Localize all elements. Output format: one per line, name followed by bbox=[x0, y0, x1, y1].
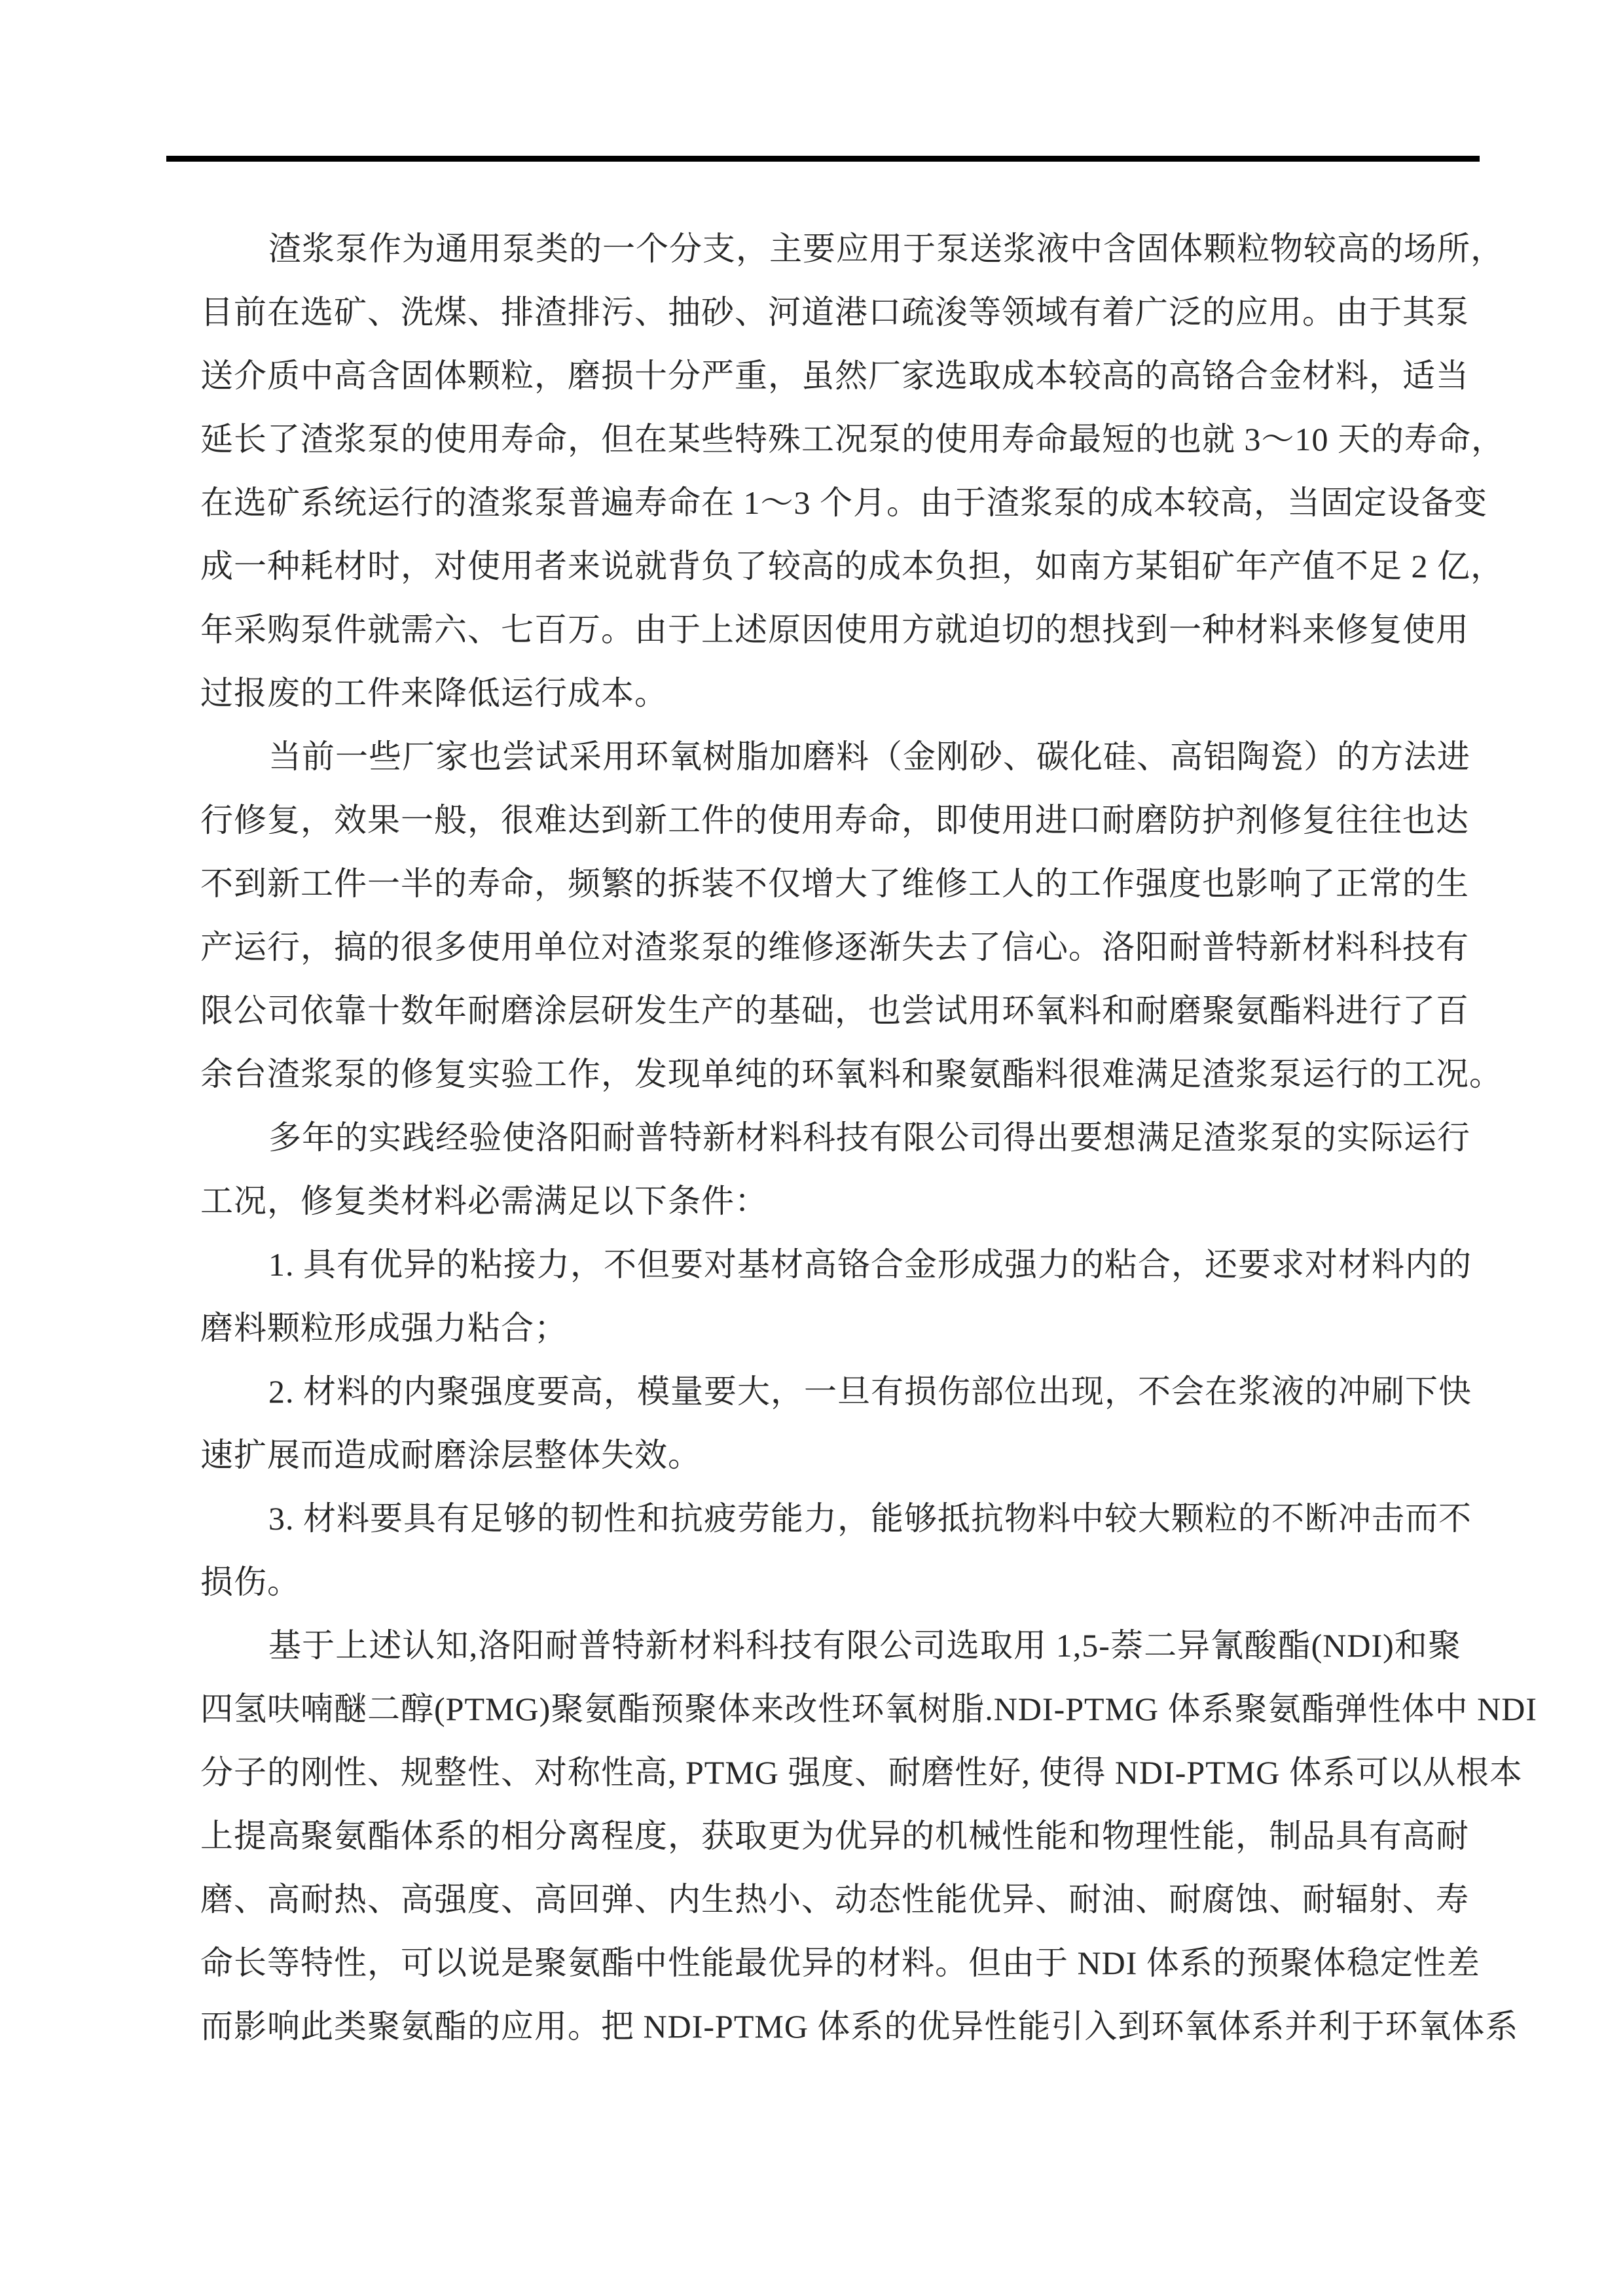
text-line: 余台渣浆泵的修复实验工作，发现单纯的环氧料和聚氨酯料很难满足渣浆泵运行的工况。 bbox=[200, 1056, 1503, 1092]
text-line: 工况，修复类材料必需满足以下条件： bbox=[200, 1183, 768, 1219]
text-line: 送介质中高含固体颗粒，磨损十分严重，虽然厂家选取成本较高的高铬合金材料，适当 bbox=[200, 357, 1469, 394]
text-line: 基于上述认知,洛阳耐普特新材料科技有限公司选取用 1,5-萘二异氰酸酯(NDI)和聚 bbox=[268, 1627, 1461, 1664]
text-line: 命长等特性，可以说是聚氨酯中性能最优异的材料。但由于 NDI 体系的预聚体稳定性差 bbox=[200, 1945, 1480, 1981]
text-line: 磨料颗粒形成强力粘合； bbox=[200, 1310, 568, 1346]
text-line: 四氢呋喃醚二醇(PTMG)聚氨酯预聚体来改性环氧树脂.NDI-PTMG 体系聚氨酯弹性体中 NDI bbox=[200, 1691, 1538, 1727]
text-line: 多年的实践经验使洛阳耐普特新材料科技有限公司得出要想满足渣浆泵的实际运行 bbox=[268, 1119, 1470, 1156]
document-body bbox=[200, 217, 1538, 2058]
text-line: 而影响此类聚氨酯的应用。把 NDI-PTMG 体系的优异性能引入到环氧体系并利于环氧体系 bbox=[200, 2008, 1519, 2045]
paragraph-2 bbox=[200, 725, 1503, 1106]
text-line: 年采购泵件就需六、七百万。由于上述原因使用方就迫切的想找到一种材料来修复使用 bbox=[200, 611, 1469, 648]
text-line: 分子的刚性、规整性、对称性高, PTMG 强度、耐磨性好, 使得 NDI-PTMG 体系可以从根本 bbox=[200, 1754, 1523, 1791]
paragraph-7 bbox=[200, 1614, 1538, 2058]
text-line: 行修复，效果一般，很难达到新工件的使用寿命，即使用进口耐磨防护剂修复往往也达 bbox=[200, 802, 1469, 838]
text-line: 限公司依靠十数年耐磨涂层研发生产的基础，也尝试用环氧料和耐磨聚氨酯料进行了百 bbox=[200, 992, 1469, 1029]
header-rule bbox=[166, 156, 1480, 162]
text-line: 2. 材料的内聚强度要高，模量要大，一旦有损伤部位出现，不会在浆液的冲刷下快 bbox=[268, 1373, 1472, 1410]
text-line: 当前一些厂家也尝试采用环氧树脂加磨料（金刚砂、碳化硅、高铝陶瓷）的方法进 bbox=[268, 738, 1470, 775]
text-line: 上提高聚氨酯体系的相分离程度，获取更为优异的机械性能和物理性能，制品具有高耐 bbox=[200, 1818, 1469, 1854]
text-line: 目前在选矿、洗煤、排渣排污、抽砂、河道港口疏浚等领域有着广泛的应用。由于其泵 bbox=[200, 294, 1469, 331]
text-line: 延长了渣浆泵的使用寿命，但在某些特殊工况泵的使用寿命最短的也就 3～10 天的寿命， bbox=[200, 421, 1504, 457]
paragraph-5 bbox=[200, 1360, 1472, 1487]
text-line: 过报废的工件来降低运行成本。 bbox=[200, 675, 668, 711]
text-line: 产运行，搞的很多使用单位对渣浆泵的维修逐渐失去了信心。洛阳耐普特新材料科技有 bbox=[200, 929, 1469, 965]
text-line: 磨、高耐热、高强度、高回弹、内生热小、动态性能优异、耐油、耐腐蚀、耐辐射、寿 bbox=[200, 1881, 1469, 1918]
paragraph-6 bbox=[200, 1487, 1472, 1614]
text-line: 3. 材料要具有足够的韧性和抗疲劳能力，能够抵抗物料中较大颗粒的不断冲击而不 bbox=[268, 1500, 1472, 1537]
text-line: 成一种耗材时，对使用者来说就背负了较高的成本负担，如南方某钼矿年产值不足 2 亿， bbox=[200, 548, 1504, 584]
paragraph-4 bbox=[200, 1233, 1472, 1360]
text-line: 1. 具有优异的粘接力，不但要对基材高铬合金形成强力的粘合，还要求对材料内的 bbox=[268, 1246, 1472, 1283]
text-line: 在选矿系统运行的渣浆泵普遍寿命在 1～3 个月。由于渣浆泵的成本较高，当固定设备变 bbox=[200, 484, 1487, 521]
text-line: 速扩展而造成耐磨涂层整体失效。 bbox=[200, 1437, 701, 1473]
text-line: 渣浆泵作为通用泵类的一个分支，主要应用于泵送浆液中含固体颗粒物较高的场所， bbox=[268, 230, 1504, 267]
text-line: 损伤。 bbox=[200, 1564, 301, 1600]
text-line: 不到新工件一半的寿命，频繁的拆装不仅增大了维修工人的工作强度也影响了正常的生 bbox=[200, 865, 1469, 902]
paragraph-1 bbox=[200, 217, 1504, 725]
paragraph-3 bbox=[200, 1106, 1470, 1233]
